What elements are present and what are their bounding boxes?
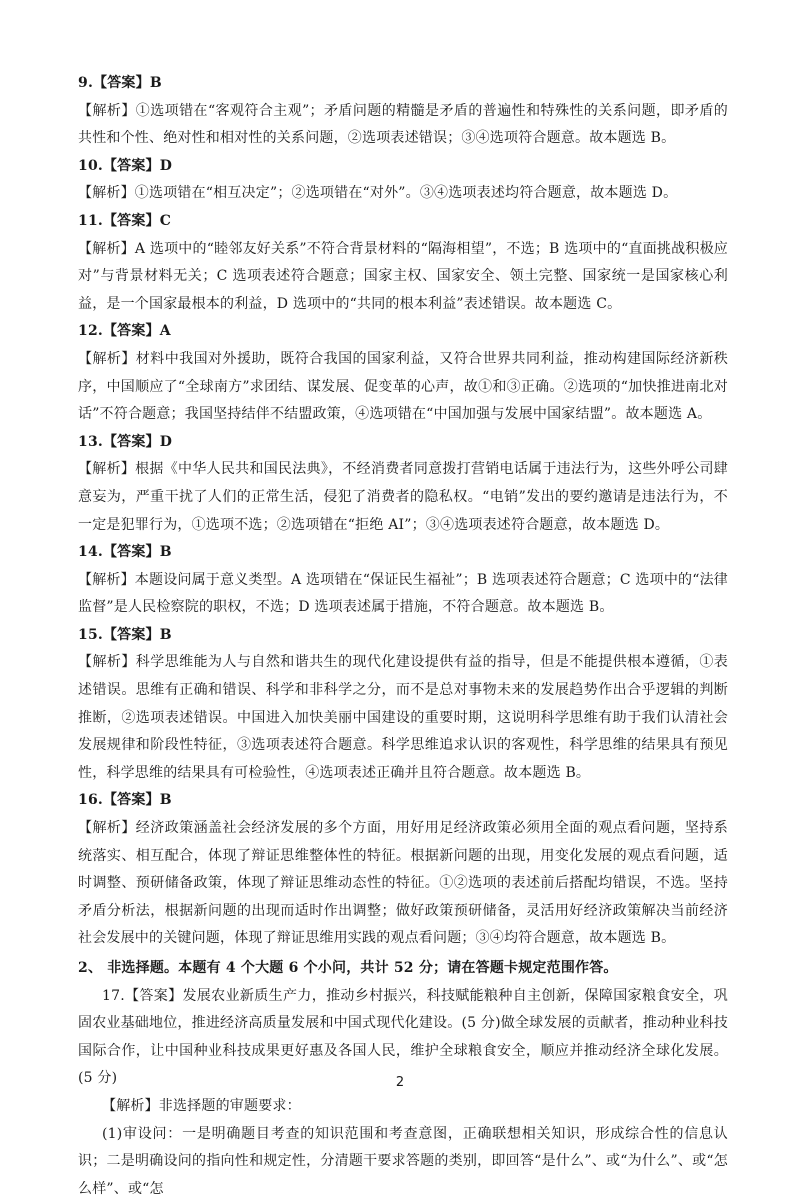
q13-analysis: 【解析】根据《中华人民共和国民法典》，不经消费者同意拨打营销电话属于违法行为，这些外呼公司肆意妄为，严重干扰了人们的正常生活，侵犯了消费者的隐私权。“电销”发出的要约邀请是违法行为，不一定是犯罪行为，①选项不选；②选项错在“拒绝 AI”；③④选项表述符合题意，故本题选 D。 bbox=[78, 461, 728, 533]
section-2-heading: 2、 非选择题。本题有 4 个大题 6 个小问，共计 52 分；请在答题卡规定范围作答。 bbox=[78, 960, 618, 976]
q17-answer: 17.【答案】发展农业新质生产力，推动乡村振兴，科技赋能粮种自主创新，保障国家粮食安全，巩固农业基础地位，推进经济高质量发展和中国式现代化建设。(5 分)做全球发展的贡献者，推动种业科技国际合作，让中国种业科技成果更好惠及各国人民，维护全球粮食安全，顺应并推动经济全球化发展。(5 分) bbox=[78, 987, 728, 1087]
q10-answer: 10.【答案】D bbox=[78, 157, 173, 174]
q9-answer: 9.【答案】B bbox=[78, 75, 162, 91]
q10-analysis: 【解析】①选项错在“相互决定”；②选项错在“对外”。③④选项表述均符合题意，故本题选 D。 bbox=[78, 185, 678, 202]
document-body bbox=[78, 70, 728, 1203]
q16-analysis: 【解析】经济政策涵盖社会经济发展的多个方面，用好用足经济政策必须用全面的观点看问题，坚持系统落实、相互配合，体现了辩证思维整体性的特征。根据新问题的出现，用变化发展的观点看问题，适时调整、预研储备政策，体现了辩证思维动态性的特征。①②选项的表述前后搭配均错误，不选。坚持矛盾分析法，根据新问题的出现而适时作出调整；做好政策预研储备，灵活用好经济政策解决当前经济社会发展中的关键问题，体现了辩证思维用实践的观点看问题；③④均符合题意，故本题选 B。 bbox=[78, 820, 728, 947]
page-number: 2 bbox=[395, 1075, 405, 1090]
q12-analysis: 【解析】材料中我国对外援助，既符合我国的国家利益，又符合世界共同利益，推动构建国际经济新秩序，中国顺应了“全球南方”求团结、谋发展、促变革的心声，故①和③正确。②选项的“加快推进南北对话”不符合题意；我国坚持结伴不结盟政策，④选项错在“中国加强与发展中国家结盟”。故本题选 A。 bbox=[78, 350, 728, 423]
q17-analysis-title: 【解析】非选择题的审题要求： bbox=[102, 1097, 301, 1114]
q9-analysis: 【解析】①选项错在“客观符合主观”；矛盾问题的精髓是矛盾的普遍性和特殊性的关系问题，即矛盾的共性和个性、绝对性和相对性的关系问题，②选项表述错误；③④选项符合题意。故本题选 B。 bbox=[78, 102, 728, 147]
q12-answer: 12.【答案】A bbox=[78, 323, 171, 340]
q14-answer: 14.【答案】B bbox=[78, 544, 172, 561]
q11-answer: 11.【答案】C bbox=[78, 212, 172, 229]
q11-analysis: 【解析】A 选项中的“睦邻友好关系”不符合背景材料的“隔海相望”，不选；B 选项中的“直面挑战积极应对”与背景材料无关；C 选项表述符合题意；国家主权、国家安全、领土完整、国家统一是国家核心利益，是一个国家最根本的利益，D 选项中的“共同的根本利益”表述错误。故本题选 C。 bbox=[78, 240, 728, 312]
q17-analysis-text: (1)审设问：一是明确题目考查的知识范围和考查意图，正确联想相关知识，形成综合性的信息认识；二是明确设问的指向性和规定性，分清题干要求答题的类别，即回答“是什么”、或“为什么”、或“怎么样”、或“怎 bbox=[78, 1125, 728, 1197]
q13-answer: 13.【答案】D bbox=[78, 433, 173, 450]
q15-analysis: 【解析】科学思维能为人与自然和谐共生的现代化建设提供有益的指导，但是不能提供根本遵循，①表述错误。思维有正确和错误、科学和非科学之分，而不是总对事物未来的发展趋势作出合乎逻辑的判断推断，②选项表述错误。中国进入加快美丽中国建设的重要时期，这说明科学思维有助于我们认清社会发展规律和阶段性特征，③选项表述符合题意。科学思维追求认识的客观性，科学思维的结果具有预见性，科学思维的结果具有可检验性，④选项表述正确并且符合题意。故本题选 B。 bbox=[78, 654, 728, 781]
q15-answer: 15.【答案】B bbox=[78, 626, 172, 643]
q16-answer: 16.【答案】B bbox=[78, 792, 172, 809]
q14-analysis: 【解析】本题设问属于意义类型。A 选项错在“保证民生福祉”；B 选项表述符合题意；C 选项中的“法律监督”是人民检察院的职权，不选；D 选项表述属于措施，不符合题意。故本题选 B。 bbox=[78, 571, 728, 616]
